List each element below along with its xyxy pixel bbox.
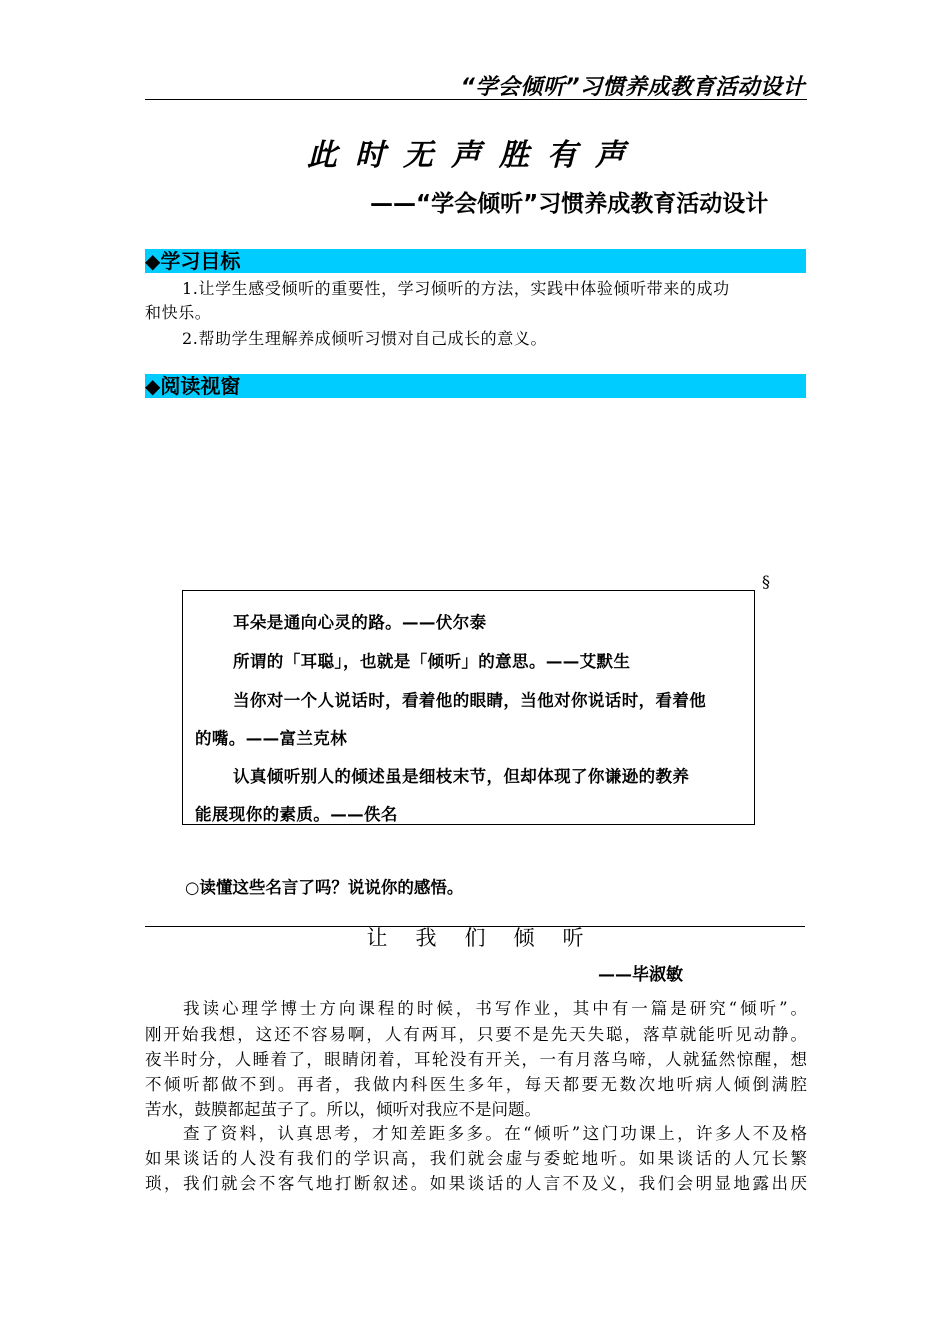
quote-line: 能展现你的素质。——佚名: [195, 805, 398, 824]
article-title: 让我们倾听: [366, 926, 612, 950]
body-line: 查了资料，认真思考，才知差距多多。在“倾听”这门功课上，许多人不及格: [183, 1124, 807, 1143]
quote-line: 耳朵是通向心灵的路。——伏尔泰: [233, 613, 487, 632]
quote-line: 的嘴。——富兰克林: [195, 729, 348, 748]
header-rule: [145, 99, 807, 100]
body-line: 夜半时分，人睡着了，眼睛闭着，耳轮没有开关，一有月落乌啼，人就猛然惊醒，想: [145, 1050, 807, 1069]
goal-line-2: 2.帮助学生理解养成倾听习惯对自己成长的意义。: [182, 329, 548, 348]
goal-line-1: 1.让学生感受倾听的重要性，学习倾听的方法，实践中体验倾听带来的成功: [182, 279, 730, 298]
quote-box: [182, 590, 755, 825]
section-mark: §: [762, 572, 770, 591]
body-line: 我读心理学博士方向课程的时候，书写作业，其中有一篇是研究“倾听”。: [183, 999, 807, 1018]
body-line: 不倾听都做不到。再者，我做内科医生多年，每天都要无数次地听病人倾倒满腔: [145, 1075, 807, 1094]
section-heading-reading: ◆阅读视窗: [145, 374, 806, 398]
quote-line: 认真倾听别人的倾述虽是细枝末节，但却体现了你谦逊的教养: [233, 767, 690, 786]
body-line: 苦水，鼓膜都起茧子了。所以，倾听对我应不是问题。: [145, 1100, 541, 1119]
body-line: 琐，我们就会不客气地打断叙述。如果谈话的人言不及义，我们会明显地露出厌: [145, 1174, 807, 1193]
quote-line: 所谓的「耳聪」，也就是「倾听」的意思。——艾默生: [233, 652, 631, 671]
section-heading-goals: ◆学习目标: [145, 249, 806, 273]
body-line: 刚开始我想，这还不容易啊，人有两耳，只要不是先天失聪，落草就能听见动静。: [145, 1025, 807, 1044]
main-subtitle: ——“学会倾听”习惯养成教育活动设计: [370, 191, 769, 217]
goal-line-1-cont: 和快乐。: [145, 303, 212, 322]
running-header: “学会倾听”习惯养成教育活动设计: [460, 75, 805, 100]
main-title: 此时无声胜有声: [307, 138, 643, 173]
body-line: 如果谈话的人没有我们的学识高，我们就会虚与委蛇地听。如果谈话的人冗长繁: [145, 1149, 807, 1168]
article-author: ——毕淑敏: [598, 965, 683, 985]
quote-line: 当你对一个人说话时，看着他的眼睛，当他对你说话时，看着他: [233, 691, 707, 710]
discussion-prompt: ○读懂这些名言了吗？说说你的感悟。: [185, 878, 464, 897]
